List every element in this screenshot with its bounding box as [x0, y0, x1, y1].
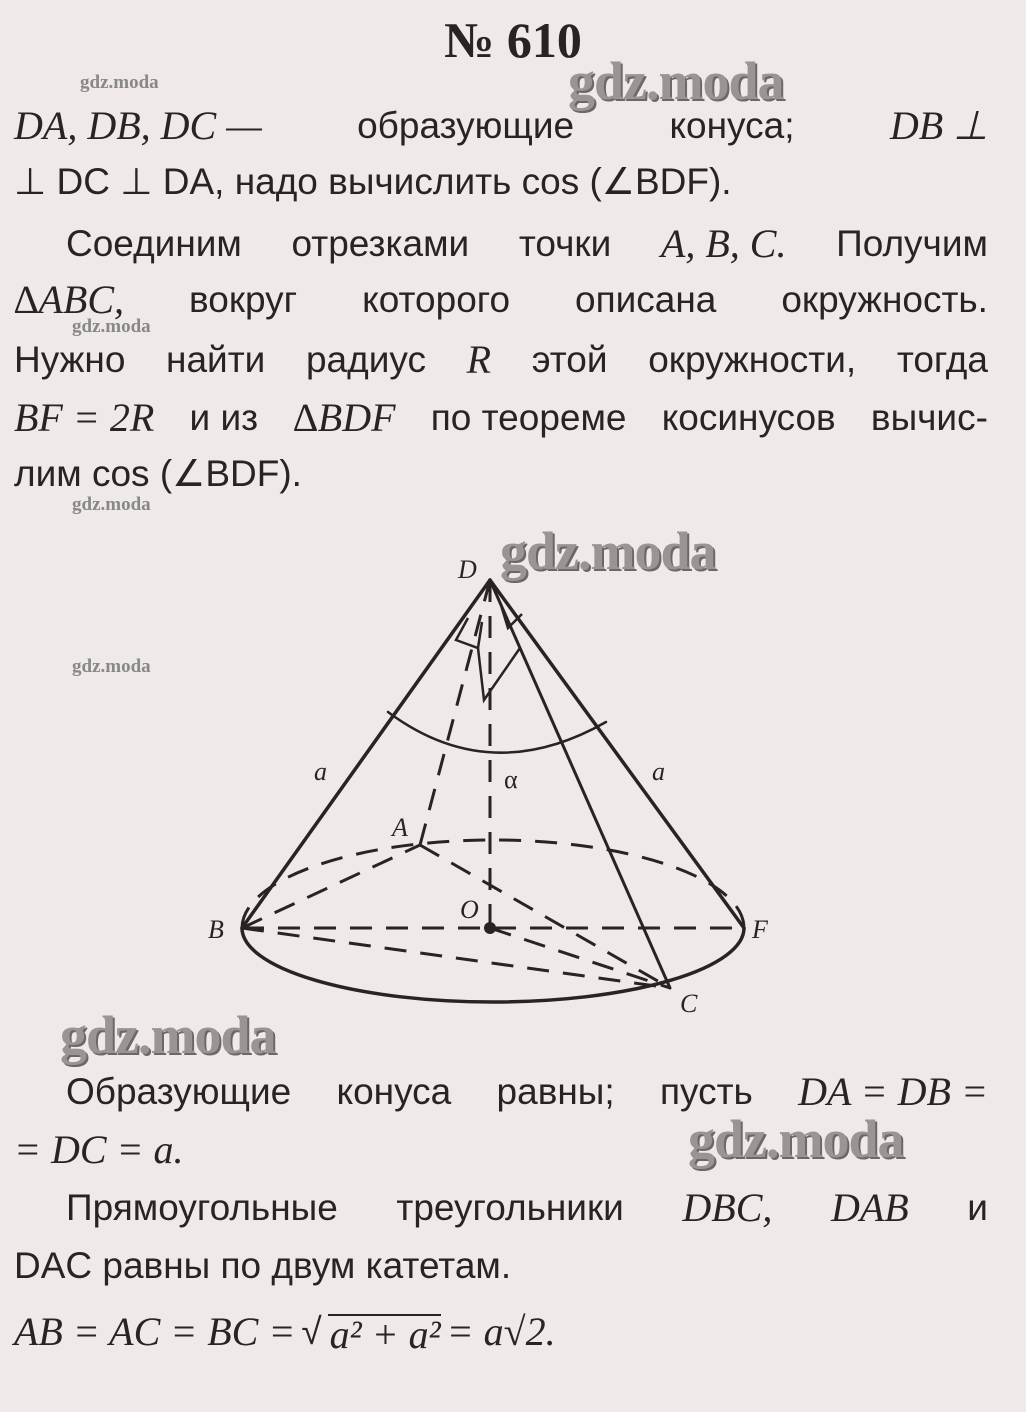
p3-line1	[14, 1070, 988, 1114]
text-span: по теореме	[430, 397, 627, 438]
right-angle-mark-2	[478, 648, 520, 700]
watermark-small-4: gdz.moda	[72, 656, 151, 677]
text-span: пусть	[659, 1071, 753, 1112]
watermark-large-2: gdz.moda	[500, 521, 716, 581]
text-span: конуса;	[669, 105, 795, 146]
text-span: окружность.	[781, 279, 988, 320]
text-span: Нужно	[14, 339, 126, 380]
text-span: DBC,	[682, 1185, 773, 1230]
text-span: и из	[189, 397, 259, 438]
label-o: O	[460, 895, 479, 924]
angle-arc	[388, 712, 606, 753]
label-a-right: a	[652, 757, 665, 786]
text-span: DA = DB =	[798, 1069, 988, 1114]
p3-line2	[14, 1128, 988, 1172]
segment-ac	[420, 845, 670, 988]
watermark-large-1: gdz.moda	[568, 51, 784, 111]
text-span: ∆BDF	[293, 395, 396, 440]
label-c: C	[680, 989, 698, 1018]
formula-line	[14, 1309, 988, 1357]
text-span: равны;	[496, 1071, 615, 1112]
text-span: треугольники	[396, 1187, 624, 1228]
text-span: и	[967, 1187, 988, 1228]
text-span: вокруг	[189, 279, 298, 320]
text-span: A, B, C.	[660, 221, 787, 266]
text-span: косинусов	[661, 397, 836, 438]
text-span: Получим	[836, 223, 988, 264]
text-span: Прямоугольные	[66, 1187, 338, 1228]
base-back-arc	[242, 840, 744, 928]
text-span: которого	[362, 279, 511, 320]
text-span: Образующие	[66, 1071, 292, 1112]
label-a: A	[392, 813, 408, 842]
text-span: найти	[166, 339, 266, 380]
text-span: DAB	[830, 1185, 909, 1230]
text-span: R	[466, 337, 492, 382]
label-f: F	[752, 915, 768, 944]
watermark-small-3: gdz.moda	[72, 494, 151, 515]
text-span: окружности,	[648, 339, 857, 380]
text-span: Соединим	[66, 223, 242, 264]
text-span: ⊥ DC ⊥ DA, надо вычислить cos (∠BDF).	[14, 161, 732, 202]
text-span: = DC = a.	[14, 1127, 184, 1172]
label-a-left: a	[314, 757, 327, 786]
formula-rhs: = a√2.	[446, 1309, 556, 1354]
label-b: B	[208, 915, 224, 944]
label-d: D	[458, 555, 477, 584]
text-span: точки	[518, 223, 612, 264]
generatrix-db	[242, 580, 490, 928]
text-span: образующие	[357, 105, 575, 146]
formula-lhs: AB = AC = BC =	[14, 1309, 296, 1354]
text-span: описана	[575, 279, 717, 320]
text-span: тогда	[896, 339, 988, 380]
segment-ab	[242, 845, 420, 928]
text-span: DAC равны по двум катетам.	[14, 1245, 512, 1286]
formula-radicand: a² + a²	[329, 1312, 441, 1357]
center-point-o	[484, 922, 496, 934]
generatrix-df	[490, 580, 744, 928]
text-span: отрезками	[291, 223, 470, 264]
text-span: радиус	[305, 339, 426, 380]
text-span: BF = 2R	[14, 395, 155, 440]
text-span: ∆ABC,	[14, 277, 125, 322]
text-span: DB ⊥	[889, 103, 988, 148]
p4-line1	[14, 1186, 988, 1230]
generatrix-da	[420, 580, 490, 845]
watermark-large-3: gdz.moda	[60, 1005, 276, 1065]
text-span: этой	[531, 339, 608, 380]
text-span: конуса	[336, 1071, 452, 1112]
sqrt-sign: √	[301, 1311, 322, 1352]
watermark-small-2: gdz.moda	[72, 316, 151, 337]
label-alpha: α	[504, 765, 518, 794]
text-span: лим cos (∠BDF).	[14, 453, 302, 494]
problem-number: № 610	[444, 12, 582, 68]
watermark-large-4: gdz.moda	[688, 1109, 904, 1169]
p4-line2	[14, 1244, 988, 1288]
watermark-small-1: gdz.moda	[80, 72, 159, 93]
text-span: DA, DB, DC —	[14, 103, 262, 148]
text-span: вычис-	[870, 397, 988, 438]
